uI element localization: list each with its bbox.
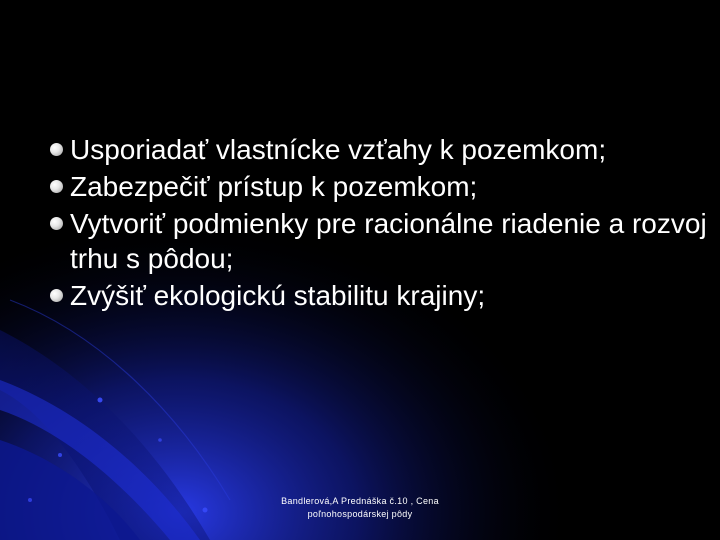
bullet-icon [50,143,63,156]
bullet-item [12,278,712,313]
bullet-item [12,169,712,204]
bullet-item [12,132,712,167]
footer-line: Bandlerová,A Prednáška č.10 , Cena [281,496,439,506]
decorative-dot [203,508,208,513]
bullet-text: Zabezpečiť prístup k pozemkom; [70,171,478,202]
footer-line: poľnohospodárskej pôdy [307,509,413,519]
bullet-icon [50,217,63,230]
bullet-list [12,132,712,313]
slide-footer [250,495,470,521]
decorative-dot [58,453,62,457]
bullet-text: Usporiadať vlastnícke vzťahy k pozemkom; [70,134,607,165]
bullet-icon [50,289,63,302]
bullet-icon [50,180,63,193]
bullet-item [12,206,712,276]
decorative-dot [98,398,103,403]
decorative-dot [28,498,32,502]
decorative-dot [158,438,162,442]
bullet-text: Vytvoriť podmienky pre racionálne riadenie a rozvoj trhu s pôdou; [70,208,707,274]
bullet-text: Zvýšiť ekologickú stabilitu krajiny; [70,280,486,311]
